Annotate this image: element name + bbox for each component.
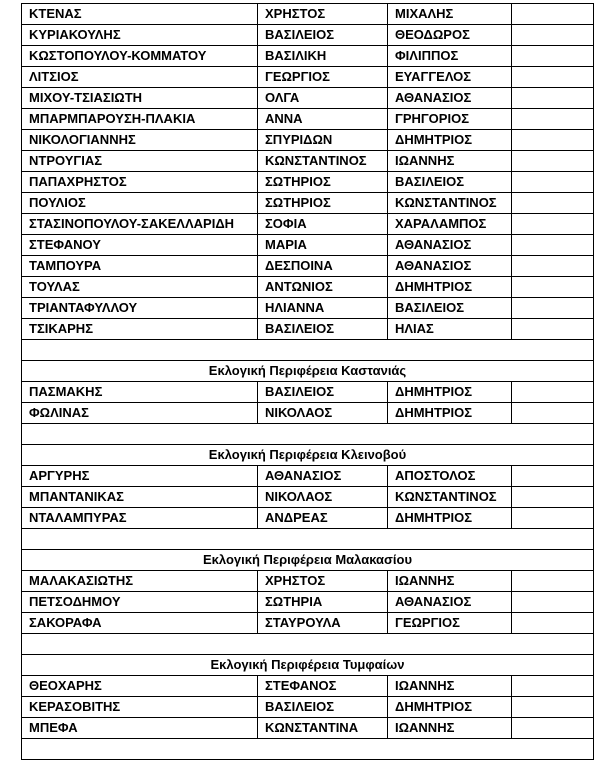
table-row: [22, 235, 594, 256]
table-row: [22, 466, 594, 487]
surname-cell: ΚΥΡΙΑΚΟΥΛΗΣ: [22, 25, 258, 46]
surname-cell: ΛΙΤΣΙΟΣ: [22, 67, 258, 88]
first-name-cell: ΣΩΤΗΡΙΑ: [258, 592, 388, 613]
empty-cell: [512, 697, 594, 718]
empty-cell: [512, 571, 594, 592]
father-name-cell: ΔΗΜΗΤΡΙΟΣ: [388, 277, 512, 298]
surname-cell: ΚΕΡΑΣΟΒΙΤΗΣ: [22, 697, 258, 718]
surname-cell: ΚΤΕΝΑΣ: [22, 4, 258, 25]
surname-cell: ΜΙΧΟΥ-ΤΣΙΑΣΙΩΤΗ: [22, 88, 258, 109]
surname-cell: ΠΕΤΣΟΔΗΜΟΥ: [22, 592, 258, 613]
father-name-cell: ΦΙΛΙΠΠΟΣ: [388, 46, 512, 67]
father-name-cell: ΔΗΜΗΤΡΙΟΣ: [388, 403, 512, 424]
father-name-cell: ΗΛΙΑΣ: [388, 319, 512, 340]
surname-cell: ΠΑΣΜΑΚΗΣ: [22, 382, 258, 403]
empty-cell: [512, 46, 594, 67]
empty-cell: [512, 382, 594, 403]
empty-cell: [512, 487, 594, 508]
spacer-cell: [22, 634, 594, 655]
first-name-cell: ΒΑΣΙΛΕΙΟΣ: [258, 25, 388, 46]
father-name-cell: ΓΕΩΡΓΙΟΣ: [388, 613, 512, 634]
empty-cell: [512, 109, 594, 130]
surname-cell: ΝΙΚΟΛΟΓΙΑΝΝΗΣ: [22, 130, 258, 151]
spacer-row: [22, 634, 594, 655]
first-name-cell: ΑΝΔΡΕΑΣ: [258, 508, 388, 529]
first-name-cell: ΝΙΚΟΛΑΟΣ: [258, 487, 388, 508]
empty-cell: [512, 88, 594, 109]
table-row: [22, 697, 594, 718]
table-row: [22, 172, 594, 193]
spacer-cell: [22, 340, 594, 361]
father-name-cell: ΜΙΧΑΛΗΣ: [388, 4, 512, 25]
father-name-cell: ΒΑΣΙΛΕΙΟΣ: [388, 172, 512, 193]
table-row: [22, 487, 594, 508]
surname-cell: ΜΠΑΝΤΑΝΙΚΑΣ: [22, 487, 258, 508]
first-name-cell: ΣΤΑΥΡΟΥΛΑ: [258, 613, 388, 634]
spacer-row: [22, 424, 594, 445]
spacer-cell: [22, 424, 594, 445]
section-header-label: Εκλογική Περιφέρεια Κλεινοβού: [22, 445, 594, 466]
surname-cell: ΝΤΡΟΥΓΙΑΣ: [22, 151, 258, 172]
father-name-cell: ΔΗΜΗΤΡΙΟΣ: [388, 130, 512, 151]
first-name-cell: ΚΩΝΣΤΑΝΤΙΝΑ: [258, 718, 388, 739]
father-name-cell: ΚΩΝΣΤΑΝΤΙΝΟΣ: [388, 487, 512, 508]
spacer-row: [22, 529, 594, 550]
first-name-cell: ΒΑΣΙΛΕΙΟΣ: [258, 319, 388, 340]
empty-cell: [512, 319, 594, 340]
surname-cell: ΑΡΓΥΡΗΣ: [22, 466, 258, 487]
father-name-cell: ΙΩΑΝΝΗΣ: [388, 151, 512, 172]
first-name-cell: ΣΟΦΙΑ: [258, 214, 388, 235]
empty-cell: [512, 67, 594, 88]
first-name-cell: ΧΡΗΣΤΟΣ: [258, 4, 388, 25]
father-name-cell: ΑΘΑΝΑΣΙΟΣ: [388, 592, 512, 613]
table-row: [22, 676, 594, 697]
table-row: [22, 277, 594, 298]
surname-cell: ΘΕΟΧΑΡΗΣ: [22, 676, 258, 697]
first-name-cell: ΑΘΑΝΑΣΙΟΣ: [258, 466, 388, 487]
first-name-cell: ΧΡΗΣΤΟΣ: [258, 571, 388, 592]
empty-cell: [512, 235, 594, 256]
candidates-table: [21, 3, 594, 760]
father-name-cell: ΙΩΑΝΝΗΣ: [388, 676, 512, 697]
table-row: [22, 151, 594, 172]
father-name-cell: ΑΘΑΝΑΣΙΟΣ: [388, 256, 512, 277]
section-header-label: Εκλογική Περιφέρεια Καστανιάς: [22, 361, 594, 382]
first-name-cell: ΓΕΩΡΓΙΟΣ: [258, 67, 388, 88]
surname-cell: ΚΩΣΤΟΠΟΥΛΟΥ-ΚΟΜΜΑΤΟΥ: [22, 46, 258, 67]
first-name-cell: ΒΑΣΙΛΕΙΟΣ: [258, 697, 388, 718]
first-name-cell: ΒΑΣΙΛΕΙΟΣ: [258, 382, 388, 403]
empty-cell: [512, 256, 594, 277]
father-name-cell: ΑΠΟΣΤΟΛΟΣ: [388, 466, 512, 487]
father-name-cell: ΑΘΑΝΑΣΙΟΣ: [388, 88, 512, 109]
empty-cell: [512, 676, 594, 697]
empty-cell: [512, 151, 594, 172]
section-header-label: Εκλογική Περιφέρεια Τυμφαίων: [22, 655, 594, 676]
first-name-cell: ΚΩΝΣΤΑΝΤΙΝΟΣ: [258, 151, 388, 172]
table-row: [22, 214, 594, 235]
table-row: [22, 88, 594, 109]
first-name-cell: ΣΤΕΦΑΝΟΣ: [258, 676, 388, 697]
section-header-label: Εκλογική Περιφέρεια Μαλακασίου: [22, 550, 594, 571]
spacer-cell: [22, 529, 594, 550]
table-row: [22, 4, 594, 25]
first-name-cell: ΔΕΣΠΟΙΝΑ: [258, 256, 388, 277]
father-name-cell: ΒΑΣΙΛΕΙΟΣ: [388, 298, 512, 319]
empty-cell: [512, 508, 594, 529]
table-row: [22, 718, 594, 739]
first-name-cell: ΜΑΡΙΑ: [258, 235, 388, 256]
table-row: [22, 508, 594, 529]
spacer-row: [22, 340, 594, 361]
surname-cell: ΣΑΚΟΡΑΦΑ: [22, 613, 258, 634]
father-name-cell: ΔΗΜΗΤΡΙΟΣ: [388, 697, 512, 718]
table-row: [22, 109, 594, 130]
empty-cell: [512, 25, 594, 46]
empty-cell: [512, 403, 594, 424]
table-row: [22, 319, 594, 340]
father-name-cell: ΓΡΗΓΟΡΙΟΣ: [388, 109, 512, 130]
candidates-table-body: [22, 4, 594, 760]
table-row: [22, 193, 594, 214]
surname-cell: ΤΡΙΑΝΤΑΦΥΛΛΟΥ: [22, 298, 258, 319]
surname-cell: ΠΟΥΛΙΟΣ: [22, 193, 258, 214]
surname-cell: ΤΑΜΠΟΥΡΑ: [22, 256, 258, 277]
first-name-cell: ΑΝΝΑ: [258, 109, 388, 130]
section-header-row: [22, 550, 594, 571]
father-name-cell: ΕΥΑΓΓΕΛΟΣ: [388, 67, 512, 88]
first-name-cell: ΣΠΥΡΙΔΩΝ: [258, 130, 388, 151]
first-name-cell: ΒΑΣΙΛΙΚΗ: [258, 46, 388, 67]
surname-cell: ΝΤΑΛΑΜΠΥΡΑΣ: [22, 508, 258, 529]
first-name-cell: ΗΛΙΑΝΝΑ: [258, 298, 388, 319]
father-name-cell: ΚΩΝΣΤΑΝΤΙΝΟΣ: [388, 193, 512, 214]
empty-cell: [512, 718, 594, 739]
table-row: [22, 298, 594, 319]
surname-cell: ΣΤΕΦΑΝΟΥ: [22, 235, 258, 256]
surname-cell: ΜΠΕΦΑ: [22, 718, 258, 739]
table-row: [22, 613, 594, 634]
table-row: [22, 256, 594, 277]
section-header-row: [22, 445, 594, 466]
table-row: [22, 592, 594, 613]
first-name-cell: ΑΝΤΩΝΙΟΣ: [258, 277, 388, 298]
first-name-cell: ΝΙΚΟΛΑΟΣ: [258, 403, 388, 424]
first-name-cell: ΟΛΓΑ: [258, 88, 388, 109]
first-name-cell: ΣΩΤΗΡΙΟΣ: [258, 172, 388, 193]
surname-cell: ΜΑΛΑΚΑΣΙΩΤΗΣ: [22, 571, 258, 592]
empty-cell: [512, 466, 594, 487]
empty-cell: [512, 592, 594, 613]
father-name-cell: ΙΩΑΝΝΗΣ: [388, 718, 512, 739]
table-row: [22, 382, 594, 403]
table-row: [22, 25, 594, 46]
father-name-cell: ΔΗΜΗΤΡΙΟΣ: [388, 508, 512, 529]
empty-cell: [512, 613, 594, 634]
empty-cell: [512, 4, 594, 25]
spacer-row-trailing: [22, 739, 594, 760]
section-header-row: [22, 361, 594, 382]
empty-cell: [512, 277, 594, 298]
table-row: [22, 571, 594, 592]
spacer-cell: [22, 739, 594, 760]
surname-cell: ΣΤΑΣΙΝΟΠΟΥΛΟΥ-ΣΑΚΕΛΛΑΡΙΔΗ: [22, 214, 258, 235]
surname-cell: ΤΟΥΛΑΣ: [22, 277, 258, 298]
table-row: [22, 46, 594, 67]
surname-cell: ΠΑΠΑΧΡΗΣΤΟΣ: [22, 172, 258, 193]
father-name-cell: ΔΗΜΗΤΡΙΟΣ: [388, 382, 512, 403]
table-row: [22, 130, 594, 151]
empty-cell: [512, 298, 594, 319]
father-name-cell: ΑΘΑΝΑΣΙΟΣ: [388, 235, 512, 256]
table-row: [22, 403, 594, 424]
father-name-cell: ΘΕΟΔΩΡΟΣ: [388, 25, 512, 46]
empty-cell: [512, 172, 594, 193]
surname-cell: ΦΩΛΙΝΑΣ: [22, 403, 258, 424]
father-name-cell: ΙΩΑΝΝΗΣ: [388, 571, 512, 592]
empty-cell: [512, 130, 594, 151]
section-header-row: [22, 655, 594, 676]
father-name-cell: ΧΑΡΑΛΑΜΠΟΣ: [388, 214, 512, 235]
surname-cell: ΜΠΑΡΜΠΑΡΟΥΣΗ-ΠΛΑΚΙΑ: [22, 109, 258, 130]
surname-cell: ΤΣΙΚΑΡΗΣ: [22, 319, 258, 340]
empty-cell: [512, 193, 594, 214]
empty-cell: [512, 214, 594, 235]
table-row: [22, 67, 594, 88]
first-name-cell: ΣΩΤΗΡΙΟΣ: [258, 193, 388, 214]
